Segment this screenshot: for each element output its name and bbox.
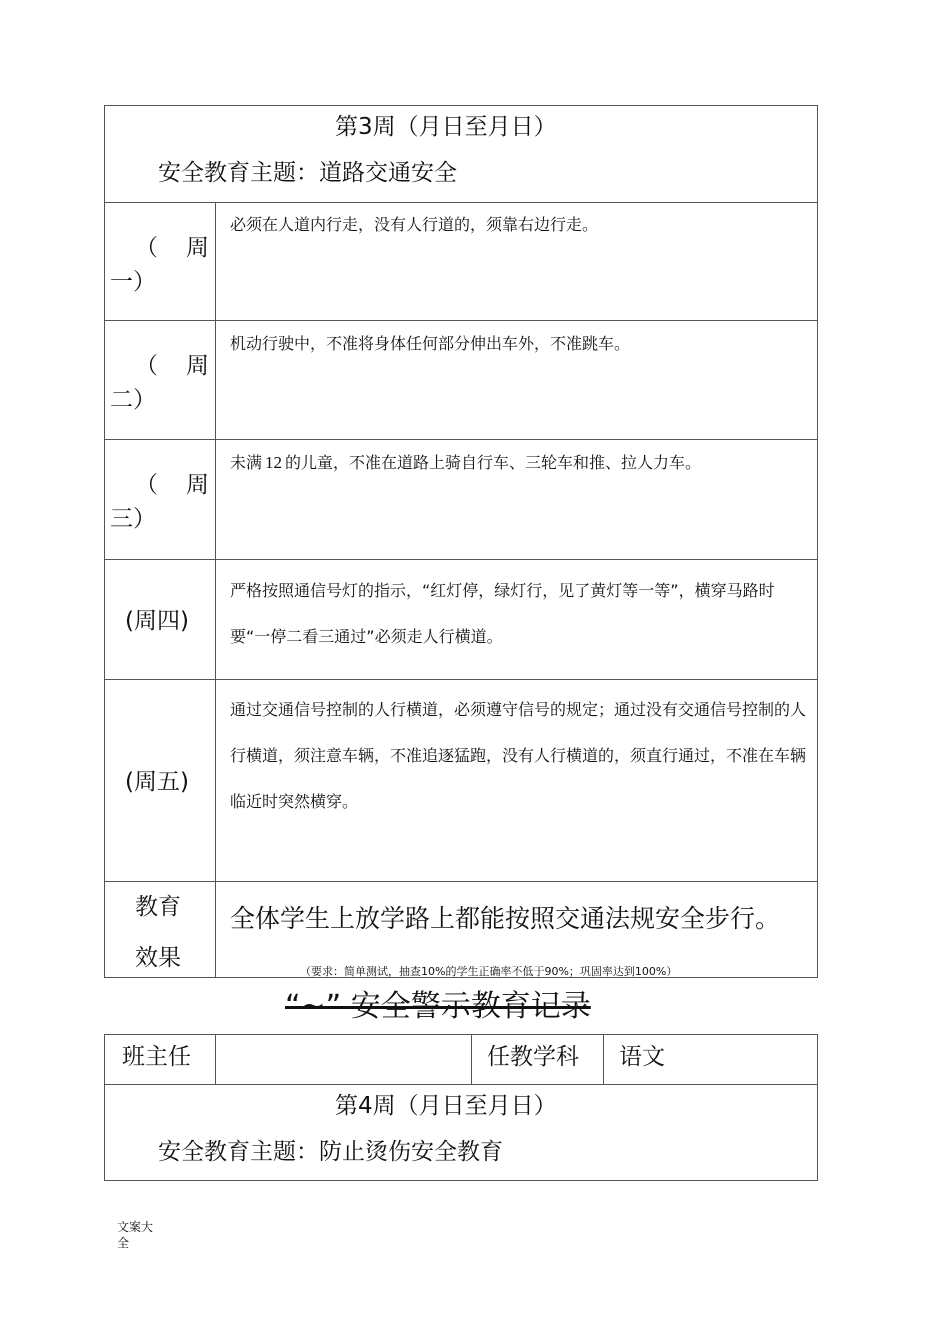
content-friday: 通过交通信号控制的人行横道，必须遵守信号的规定；通过没有交通信号控制的人行横道，须注意车辆，不准追逐猛跑，没有人行横道的，须直行通过，不准在车辆临近时突然横穿。	[230, 700, 807, 811]
column-divider	[215, 202, 216, 978]
day-label-friday: (周五)	[125, 769, 189, 795]
content-tuesday: 机动行驶中，不准将身体任何部分伸出车外，不准跳车。	[230, 334, 631, 353]
record-title: “~” 安全警示教育记录	[285, 989, 591, 1024]
subject-label: 任教学科	[487, 1044, 579, 1070]
effect-label-line1: 教育	[135, 894, 181, 920]
requirement-note: （要求：简单测试，抽查10%的学生正确率不低于90%；巩固率达到100%）	[300, 965, 678, 978]
row-divider	[104, 1084, 818, 1085]
footer-text-line2: 全	[117, 1236, 130, 1250]
teacher-label: 班主任	[122, 1044, 191, 1070]
column-divider	[603, 1034, 604, 1084]
row-divider	[104, 679, 818, 680]
day-label-thursday: (周四)	[125, 608, 189, 634]
effect-text: 全体学生上放学路上都能按照交通法规安全步行。	[230, 904, 781, 933]
column-divider	[215, 1034, 216, 1084]
content-monday: 必须在人道内行走，没有人行道的，须靠右边行走。	[230, 215, 599, 234]
row-divider	[104, 559, 818, 560]
week4-theme: 安全教育主题：防止烫伤安全教育	[158, 1139, 503, 1165]
week3-title: 第3周（月日至月日）	[335, 114, 557, 140]
effect-label-line2: 效果	[135, 945, 181, 971]
footer-text-line1: 文案大	[117, 1220, 154, 1234]
week4-title: 第4周（月日至月日）	[335, 1093, 557, 1119]
column-divider	[471, 1034, 472, 1084]
row-divider	[104, 881, 818, 882]
content-wednesday: 未满 12 的儿童，不准在道路上骑自行车、三轮车和推、拉人力车。	[230, 453, 702, 472]
week3-theme: 安全教育主题：道路交通安全	[158, 160, 457, 186]
subject-value: 语文	[619, 1044, 665, 1070]
content-thursday: 严格按照通信号灯的指示，“红灯停，绿灯行，见了黄灯等一等”，横穿马路时要“一停二看三通过”必须走人行横道。	[230, 581, 775, 646]
